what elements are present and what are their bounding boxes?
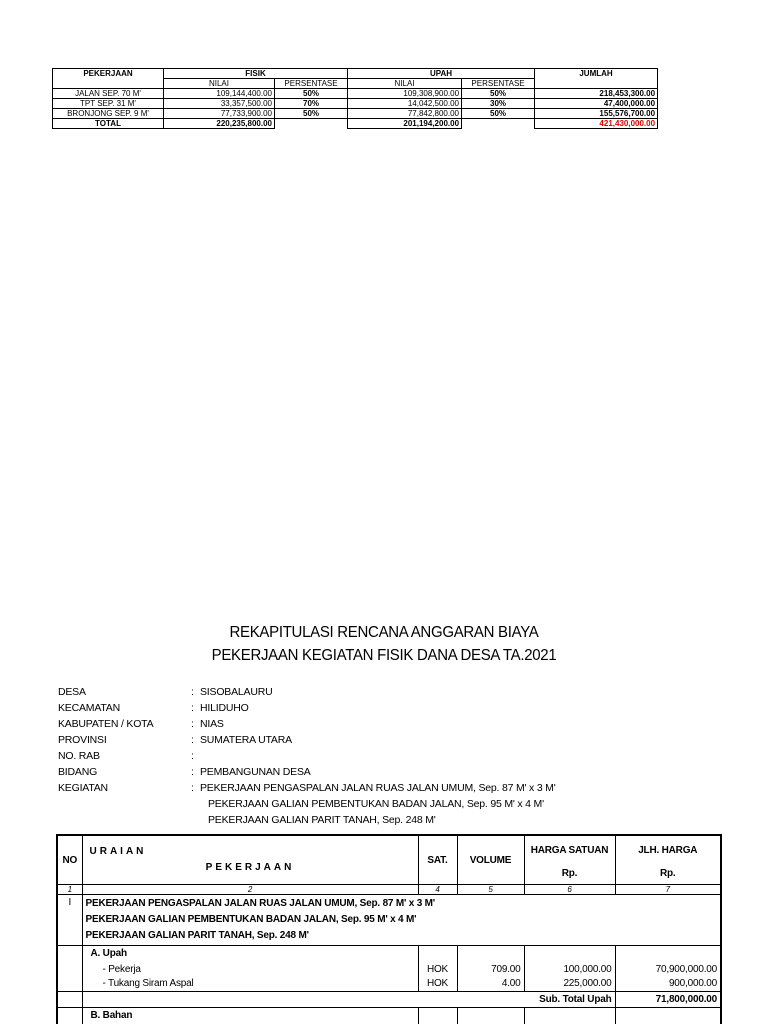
table-row [57,962,721,977]
item-jumlah: 70,900,000.00 [615,962,721,977]
item-jumlah: 900,000.00 [615,977,721,992]
header-harga-satuan: HARGA SATUAN [530,845,609,856]
col-number: 1 [57,885,82,895]
table-row [53,109,658,119]
row-jumlah: 155,576,700.00 [535,109,658,119]
info-value: PEKERJAAN PENGASPALAN JALAN RUAS JALAN UMUM, Sep. 87 M' x 3 M' [200,782,556,794]
subtotal-row [57,992,721,1008]
header-pekerjaan: PEKERJAAN [205,862,295,873]
section-title-line: PEKERJAAN GALIAN PEMBENTUKAN BADAN JALAN, Sep. 95 M' x 4 M' [85,914,417,925]
row-pekerjaan: JALAN SEP. 70 M' [53,89,164,99]
info-colon: : [191,782,194,794]
item-name: - Tukang Siram Aspal [82,977,418,992]
info-label: PROVINSI [58,734,107,746]
info-value: NIAS [200,718,224,730]
col-number: 7 [615,885,721,895]
info-label: KECAMATAN [58,702,120,714]
page-subtitle: PEKERJAAN KEGIATAN FISIK DANA DESA TA.2021 [211,646,557,665]
info-colon: : [191,734,194,746]
header-fisik-persentase: PERSENTASE [275,79,348,89]
summary-table [52,68,658,129]
subtotal-label: Sub. Total Upah [82,992,615,1008]
header-no: NO [57,835,82,885]
info-value: SISOBALAURU [200,686,273,698]
header-sat: SAT. [418,835,457,885]
header-jlh-harga: JLH. HARGA [638,845,698,856]
header-upah: UPAH [348,69,535,79]
item-sat: HOK [418,962,457,977]
row-jumlah: 47,400,000.00 [535,99,658,109]
col-number: 6 [524,885,615,895]
row-pekerjaan: BRONJONG SEP. 9 M' [53,109,164,119]
header-rp: Rp. [561,868,578,879]
header-uraian: URAIAN [89,846,147,857]
row-upah-pct: 30% [462,99,535,109]
header-fisik: FISIK [164,69,348,79]
table-row [53,89,658,99]
info-label: KEGIATAN [58,782,108,794]
header-fisik-nilai: NILAI [164,79,275,89]
header-pekerjaan: PEKERJAAN [53,69,164,79]
row-upah-pct: 50% [462,89,535,99]
total-jumlah: 421,430,000.00 [535,119,658,129]
row-fisik-pct: 50% [275,109,348,119]
row-upah-nilai: 109,308,900.00 [348,89,462,99]
col-number: 4 [418,885,457,895]
summary-header-row [53,69,658,79]
total-fisik-nilai: 220,235,800.00 [164,119,275,129]
header-upah-nilai: NILAI [348,79,462,89]
row-fisik-pct: 50% [275,89,348,99]
rab-header-row [57,835,721,885]
item-harga: 225,000.00 [524,977,615,992]
page-title: REKAPITULASI RENCANA ANGGARAN BIAYA [229,623,539,642]
group-row-bahan [57,1008,721,1024]
total-label: TOTAL [53,119,164,129]
info-colon: : [191,702,194,714]
group-row-upah [57,946,721,962]
header-rp: Rp. [659,868,676,879]
table-row [53,99,658,109]
row-fisik-nilai: 77,733,900.00 [164,109,275,119]
rab-table [56,834,722,1024]
row-jumlah: 218,453,300.00 [535,89,658,99]
row-fisik-nilai: 33,357,500.00 [164,99,275,109]
row-upah-nilai: 14,042,500.00 [348,99,462,109]
item-volume: 4.00 [457,977,524,992]
info-colon: : [191,750,194,762]
col-number: 2 [82,885,418,895]
subtotal-value: 71,800,000.00 [615,992,721,1008]
header-volume: VOLUME [457,835,524,885]
item-harga: 100,000.00 [524,962,615,977]
item-sat: HOK [418,977,457,992]
row-upah-pct: 50% [462,109,535,119]
info-colon: : [191,718,194,730]
column-number-row [57,885,721,895]
table-row [57,977,721,992]
section-title-line: PEKERJAAN PENGASPALAN JALAN RUAS JALAN UMUM, Sep. 87 M' x 3 M' [85,898,435,909]
row-upah-nilai: 77,842,800.00 [348,109,462,119]
section-title-line: PEKERJAAN GALIAN PARIT TANAH, Sep. 248 M' [85,930,309,941]
summary-subheader-row [53,79,658,89]
info-value: PEKERJAAN GALIAN PARIT TANAH, Sep. 248 M' [208,814,436,826]
summary-total-row [53,119,658,129]
info-label: DESA [58,686,86,698]
info-label: KABUPATEN / KOTA [58,718,154,730]
total-upah-nilai: 201,194,200.00 [348,119,462,129]
col-number: 5 [457,885,524,895]
item-name: - Pekerja [82,962,418,977]
info-label: BIDANG [58,766,98,778]
section-row [57,895,721,946]
item-volume: 709.00 [457,962,524,977]
info-value: SUMATERA UTARA [200,734,292,746]
info-value: HILIDUHO [200,702,249,714]
row-fisik-pct: 70% [275,99,348,109]
header-upah-persentase: PERSENTASE [462,79,535,89]
info-value: PEKERJAAN GALIAN PEMBENTUKAN BADAN JALAN, Sep. 95 M' x 4 M' [208,798,544,810]
info-colon: : [191,766,194,778]
row-pekerjaan: TPT SEP. 31 M' [53,99,164,109]
info-value: PEMBANGUNAN DESA [200,766,311,778]
group-label: B. Bahan [82,1008,418,1024]
row-fisik-nilai: 109,144,400.00 [164,89,275,99]
header-jumlah: JUMLAH [535,69,658,79]
group-label: A. Upah [82,946,418,962]
section-no: I [57,895,82,946]
info-colon: : [191,686,194,698]
info-label: NO. RAB [58,750,100,762]
